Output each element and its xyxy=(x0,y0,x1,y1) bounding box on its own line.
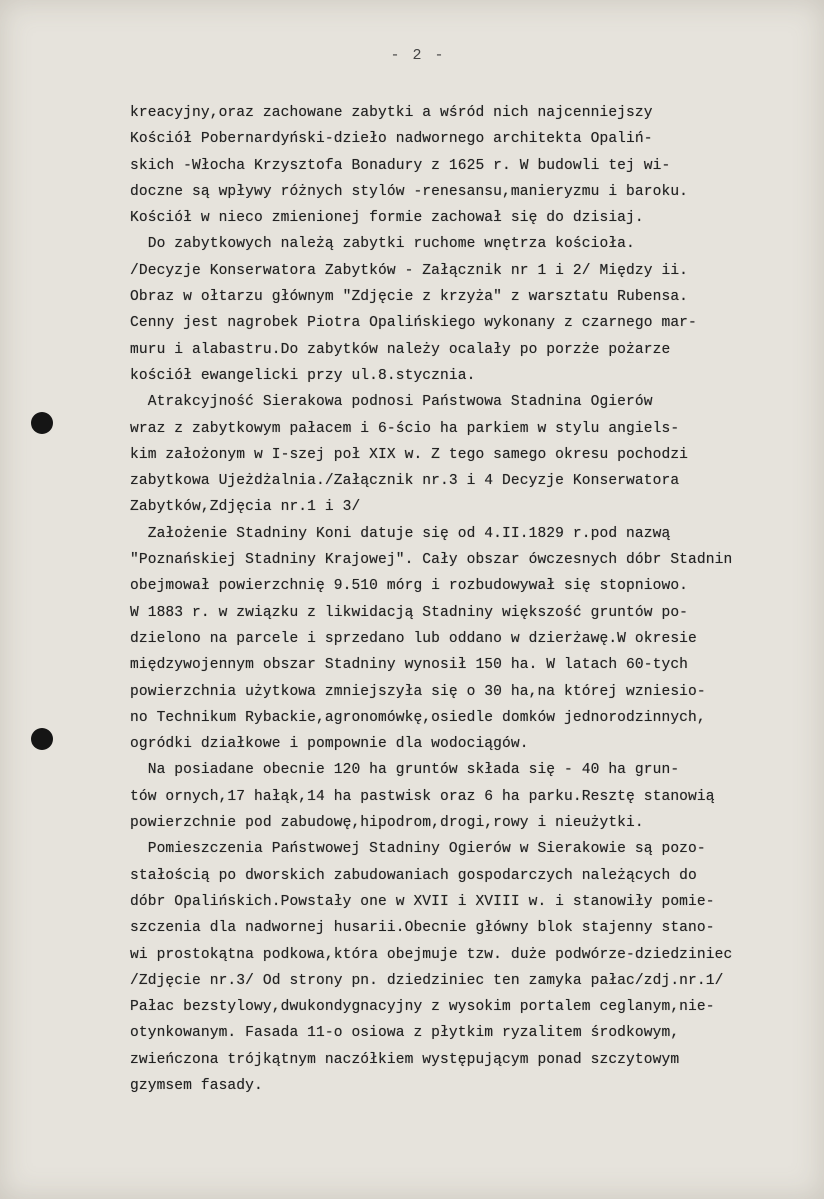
text-line: obejmował powierzchnię 9.510 mórg i rozbudowywał się stopniowo. xyxy=(130,578,689,595)
text-line: powierzchnie pod zabudowę,hipodrom,drogi,rowy i nieużytki. xyxy=(130,815,644,832)
text-line: "Poznańskiej Stadniny Krajowej". Cały obszar ówczesnych dóbr Stadnin xyxy=(130,552,733,569)
text-line: kim założonym w I-szej poł XIX w. Z tego samego okresu pochodzi xyxy=(130,446,689,463)
text-line: /Zdjęcie nr.3/ Od strony pn. dziedziniec ten zamyka pałac/zdj.nr.1/ xyxy=(130,972,724,989)
text-line: wraz z zabytkowym pałacem i 6-ścio ha parkiem w stylu angiels- xyxy=(130,420,680,437)
text-line: dóbr Opalińskich.Powstały one w XVII i XVIII w. i stanowiły pomie- xyxy=(130,893,715,910)
text-line: tów ornych,17 hałąk,14 ha pastwisk oraz 6 ha parku.Resztę stanowią xyxy=(130,788,715,805)
text-line: /Decyzje Konserwatora Zabytków - Załącznik nr 1 i 2/ Między ii. xyxy=(130,262,689,279)
punch-hole xyxy=(31,728,53,750)
text-line: Na posiadane obecnie 120 ha gruntów składa się - 40 ha grun- xyxy=(130,762,680,779)
text-line: szczenia dla nadwornej husarii.Obecnie główny blok stajenny stano- xyxy=(130,920,715,937)
text-line: Zabytków,Zdjęcia nr.1 i 3/ xyxy=(130,499,361,516)
text-line: Pałac bezstylowy,dwukondygnacyjny z wysokim portalem ceglanym,nie- xyxy=(130,999,715,1016)
page-number: - 2 - xyxy=(390,47,446,64)
text-line: kreacyjny,oraz zachowane zabytki a wśród nich najcenniejszy xyxy=(130,105,653,121)
text-line: skich -Włocha Krzysztofa Bonadury z 1625 r. W budowli tej wi- xyxy=(130,157,671,174)
text-line: W 1883 r. w związku z likwidacją Stadniny większość gruntów po- xyxy=(130,604,689,621)
text-line: powierzchnia użytkowa zmniejszyła się o 30 ha,na której wzniesio- xyxy=(130,683,706,700)
text-line: Założenie Stadniny Koni datuje się od 4.II.1829 r.pod nazwą xyxy=(130,525,671,542)
text-line: kościół ewangelicki przy ul.8.stycznia. xyxy=(130,367,476,384)
text-line: dzielono na parcele i sprzedano lub oddano w dzierżawę.W okresie xyxy=(130,630,697,647)
text-line: Obraz w ołtarzu głównym "Zdjęcie z krzyża" z warsztatu Rubensa. xyxy=(130,289,689,306)
text-line: gzymsem fasady. xyxy=(130,1077,263,1094)
text-line: doczne są wpływy różnych stylów -renesansu,manieryzmu i baroku. xyxy=(130,183,689,200)
text-line: ogródki działkowe i pompownie dla wodociągów. xyxy=(130,736,529,753)
text-line: Kościół w nieco zmienionej formie zachował się do dzisiaj. xyxy=(130,210,644,227)
text-line: Do zabytkowych należą zabytki ruchome wnętrza kościoła. xyxy=(130,236,635,253)
text-line: Atrakcyjność Sierakowa podnosi Państwowa Stadnina Ogierów xyxy=(130,394,653,411)
text-line: zwieńczona trójkątnym naczółkiem występującym ponad szczytowym xyxy=(130,1051,680,1068)
text-line: Kościół Pobernardyński-dzieło nadwornego architekta Opaliń- xyxy=(130,131,653,148)
text-line: zabytkowa Ujeżdżalnia./Załącznik nr.3 i 4 Decyzje Konserwatora xyxy=(130,473,680,490)
typed-text-body xyxy=(130,100,820,1099)
text-line: stałością po dworskich zabudowaniach gospodarczych należących do xyxy=(130,867,697,884)
text-line: Pomieszczenia Państwowej Stadniny Ogierów w Sierakowie są pozo- xyxy=(130,841,706,858)
text-line: międzywojennym obszar Stadniny wynosił 150 ha. W latach 60-tych xyxy=(130,657,689,674)
text-line: muru i alabastru.Do zabytków należy ocalały po porzże pożarze xyxy=(130,341,671,358)
text-line: no Technikum Rybackie,agronomówkę,osiedle domków jednorodzinnych, xyxy=(130,709,706,726)
punch-hole xyxy=(31,412,53,434)
text-line: otynkowanym. Fasada 11-o osiowa z płytkim ryzalitem środkowym, xyxy=(130,1025,680,1042)
text-line: Cenny jest nagrobek Piotra Opalińskiego wykonany z czarnego mar- xyxy=(130,315,697,332)
text-line: wi prostokątna podkowa,która obejmuje tzw. duże podwórze-dziedziniec xyxy=(130,946,733,963)
